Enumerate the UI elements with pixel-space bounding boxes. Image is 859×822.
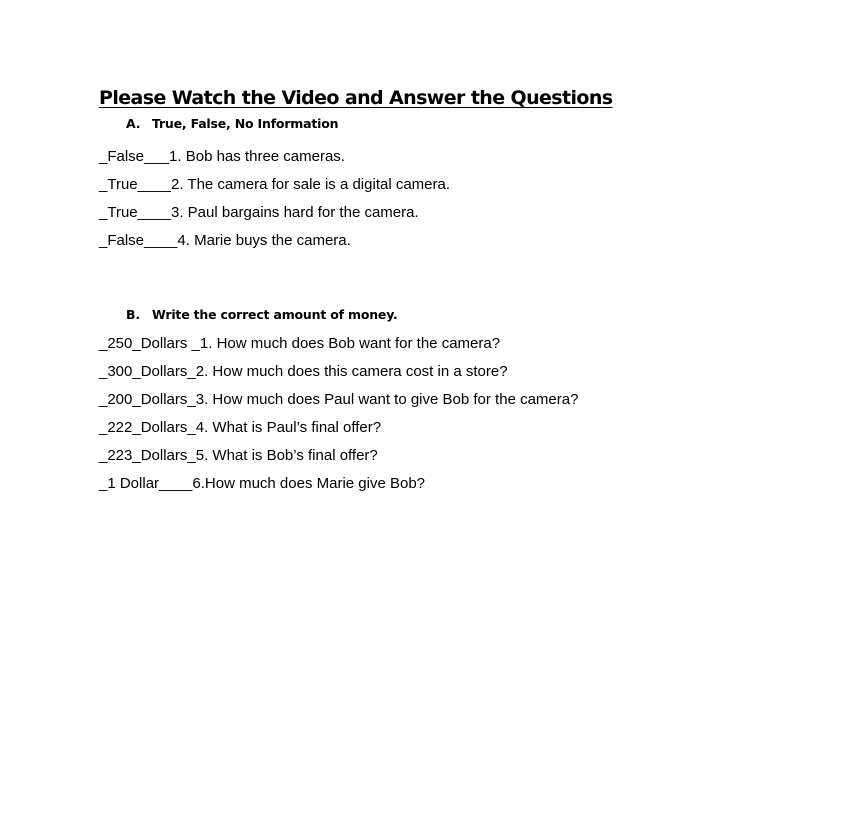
- question-row: _False____4. Marie buys the camera.: [99, 232, 351, 249]
- section-b-letter: B.: [126, 307, 140, 322]
- section-b-heading: [126, 307, 398, 322]
- question-row: _250_Dollars _1. How much does Bob want for the camera?: [99, 335, 501, 352]
- section-b-title: Write the correct amount of money.: [152, 307, 398, 322]
- question-row: _False___1. Bob has three cameras.: [99, 148, 345, 165]
- section-a-question-list: [99, 148, 450, 260]
- section-a-title: True, False, No Information: [152, 116, 339, 131]
- question-row: _1 Dollar____6.How much does Marie give Bob?: [99, 475, 426, 492]
- section-a-letter: A.: [126, 116, 141, 131]
- question-row: _222_Dollars_4. What is Paul’s final offer?: [99, 419, 382, 436]
- question-row: _True____2. The camera for sale is a digital camera.: [99, 176, 451, 193]
- section-a-heading: [126, 116, 338, 131]
- section-b-question-list: [99, 335, 578, 503]
- question-row: _223_Dollars_5. What is Bob’s final offer?: [99, 447, 378, 464]
- worksheet-title: Please Watch the Video and Answer the Questions: [99, 87, 613, 109]
- question-row: _200_Dollars_3. How much does Paul want to give Bob for the camera?: [99, 391, 579, 408]
- question-row: _300_Dollars_2. How much does this camera cost in a store?: [99, 363, 508, 380]
- question-row: _True____3. Paul bargains hard for the camera.: [99, 204, 419, 221]
